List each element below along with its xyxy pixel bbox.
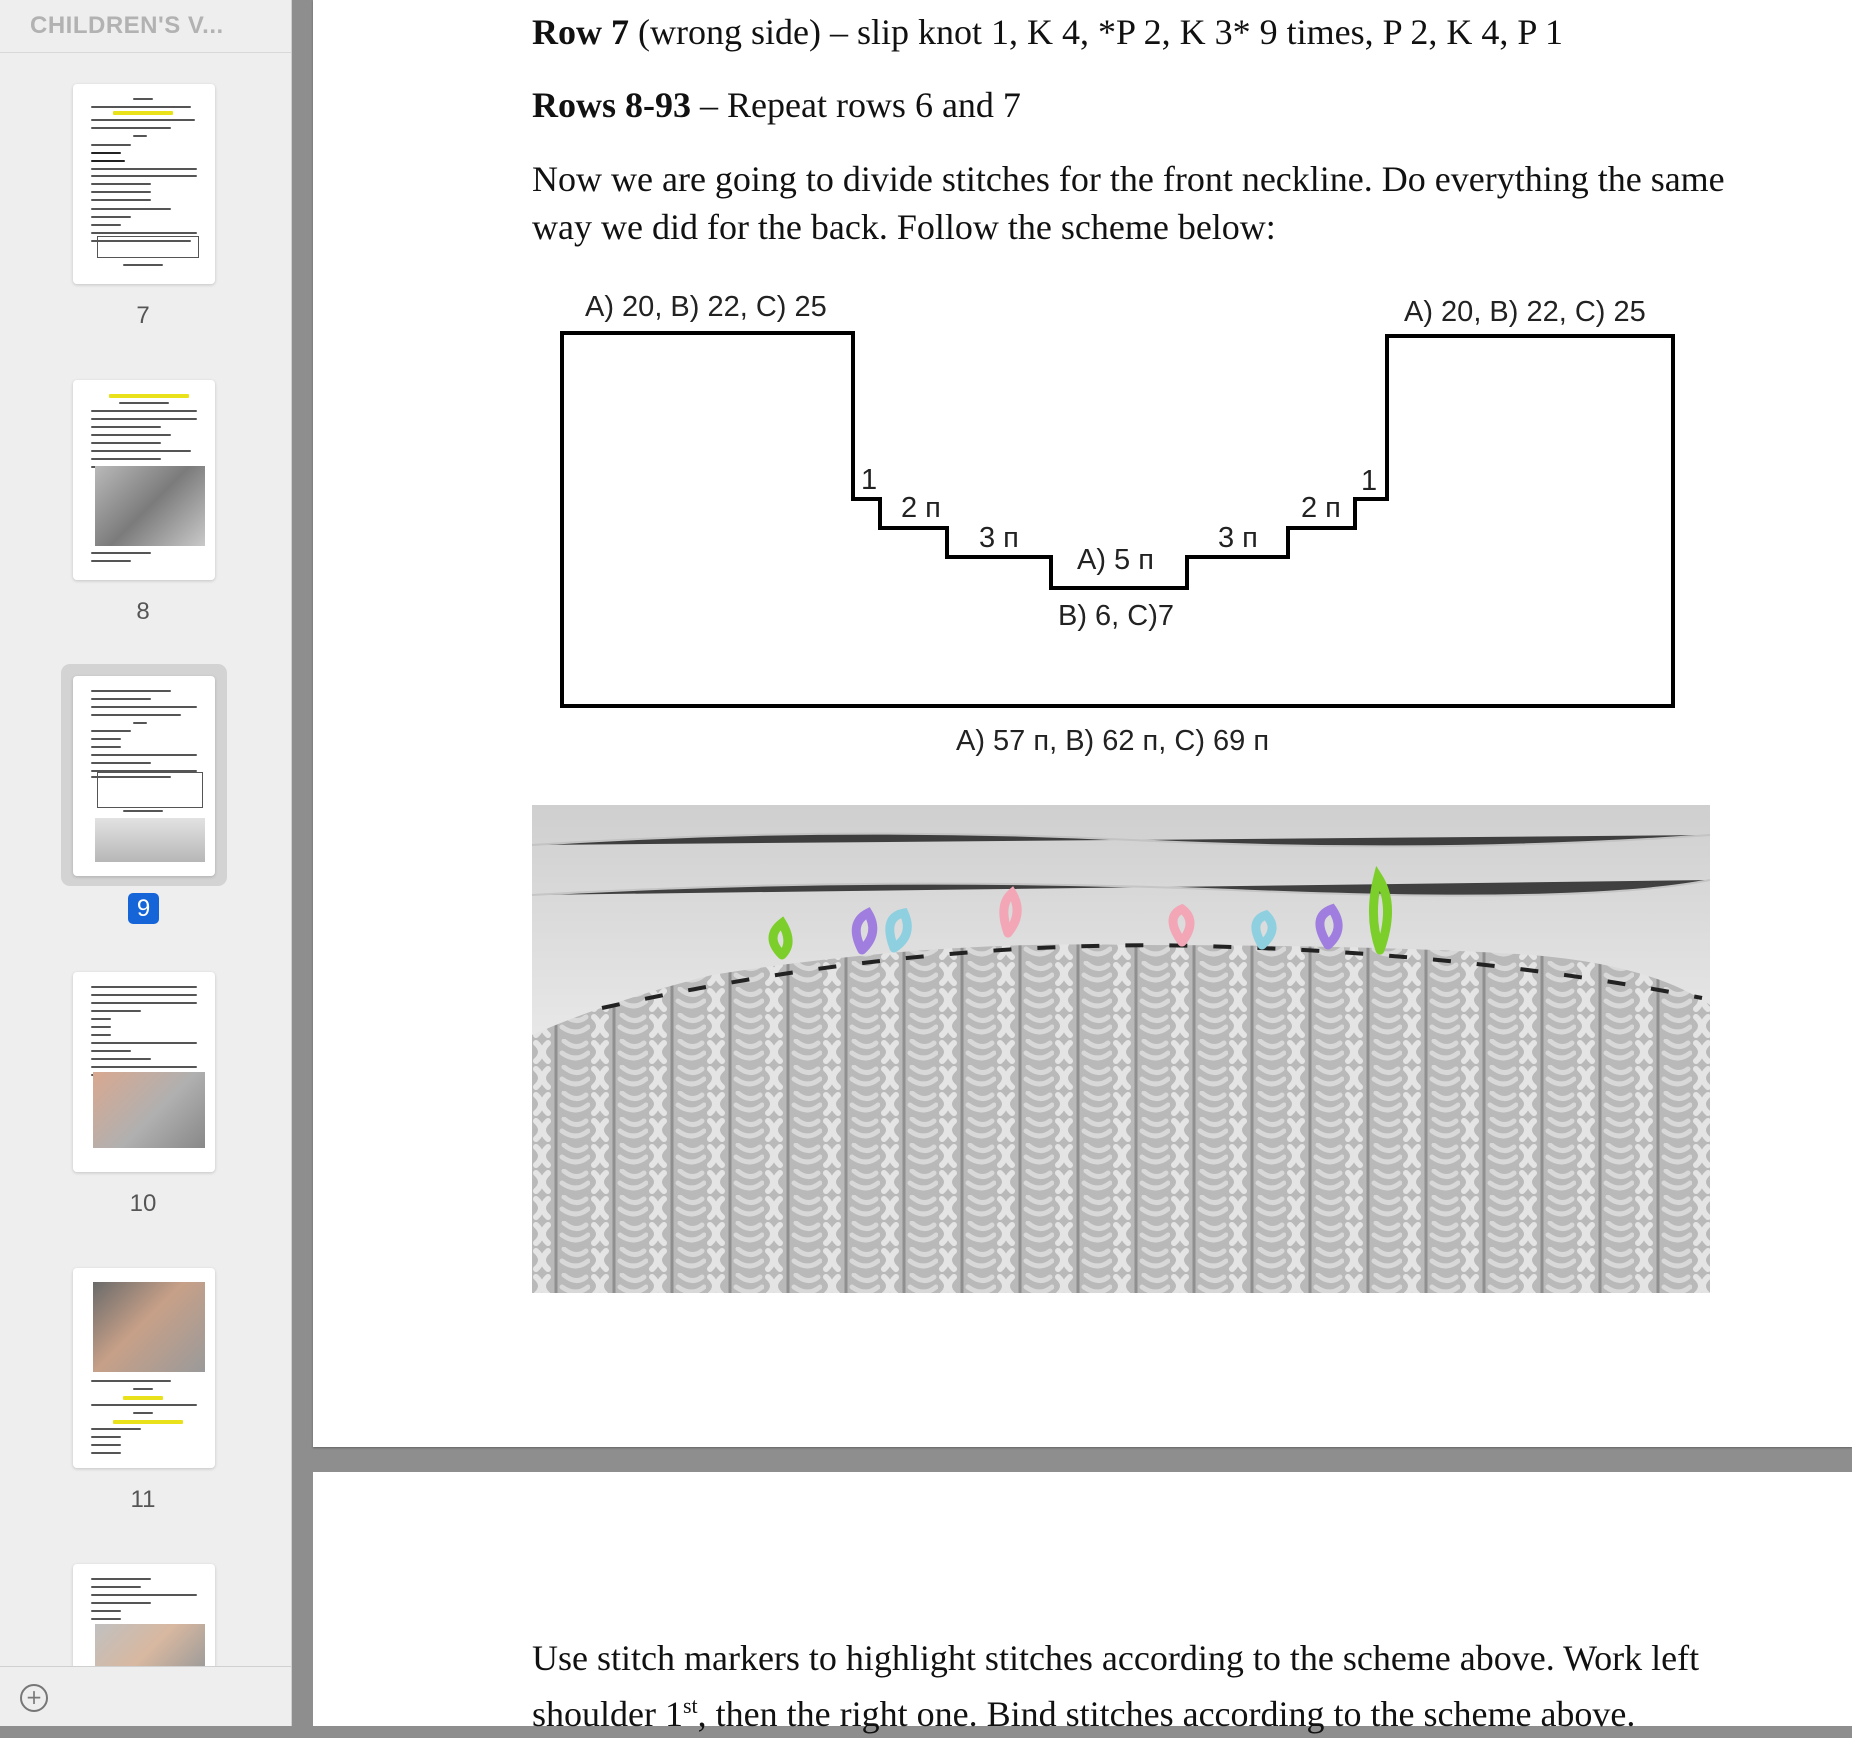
scheme-label-step3-right: 3 п <box>1218 522 1258 554</box>
document-title: CHILDREN'S V... <box>30 12 224 39</box>
page-thumbnail-12[interactable] <box>73 1564 215 1674</box>
rows8-93-label: Rows 8-93 <box>532 85 691 125</box>
page-number-7[interactable]: 7 <box>136 302 150 329</box>
row7-instruction <box>532 8 1563 56</box>
scheme-label-left-shoulder: A) 20, B) 22, C) 25 <box>585 291 827 323</box>
scheme-label-right-shoulder: A) 20, B) 22, C) 25 <box>1404 296 1646 328</box>
viewer-gutter <box>292 0 313 1726</box>
page-thumbnail-8[interactable] <box>73 380 215 580</box>
document-page-next <box>313 1472 1852 1734</box>
neckline-text-line1: Now we are going to divide stitches for the front neckline. Do everything the same <box>532 159 1725 199</box>
page-number-8[interactable]: 8 <box>136 598 150 625</box>
scheme-label-center-top: A) 5 п <box>1077 544 1154 576</box>
rows8-93-instruction <box>532 81 1021 129</box>
line2-superscript: st <box>682 1693 698 1718</box>
page-number-11[interactable]: 11 <box>130 1486 156 1513</box>
page-number-9[interactable]: 9 <box>128 893 159 924</box>
rows8-93-text: – Repeat rows 6 and 7 <box>691 85 1021 125</box>
scheme-label-step1-right: 1 <box>1361 465 1378 497</box>
page-thumbnail-10[interactable] <box>73 972 215 1172</box>
sidebar-footer <box>0 1666 291 1726</box>
row7-label: Row 7 <box>532 12 629 52</box>
document-page <box>313 0 1852 1447</box>
scheme-label-center-bottom: B) 6, C)7 <box>1058 600 1175 632</box>
stitch-markers-text-line2 <box>532 1682 1635 1738</box>
page-thumbnail-9[interactable] <box>73 676 215 876</box>
neckline-scheme-diagram <box>313 270 1852 770</box>
knitting-photo-illustration <box>532 805 1710 1293</box>
page-thumbnail-7[interactable] <box>73 84 215 284</box>
scheme-label-bottom: A) 57 п, B) 62 п, C) 69 п <box>956 725 1270 757</box>
row7-text: (wrong side) – slip knot 1, K 4, *P 2, K 3* 9 times, P 2, K 4, P 1 <box>629 12 1564 52</box>
add-page-icon[interactable]: + <box>20 1684 48 1712</box>
thumbnail-sidebar <box>0 0 292 1726</box>
sidebar-divider <box>0 52 291 53</box>
stitch-markers-text-line1: Use stitch markers to highlight stitches according to the scheme above. Work left <box>532 1638 1700 1678</box>
line2-part-a: shoulder 1 <box>532 1694 683 1734</box>
scheme-outline <box>562 333 1673 706</box>
scheme-label-step1-left: 1 <box>861 464 878 496</box>
knitting-photo <box>532 805 1710 1293</box>
page-thumbnail-11[interactable] <box>73 1268 215 1468</box>
scheme-label-step2-left: 2 п <box>901 492 941 524</box>
neckline-text-line2: way we did for the back. Follow the scheme below: <box>532 207 1276 247</box>
scheme-label-step3-left: 3 п <box>979 522 1019 554</box>
line2-part-b: , then the right one. Bind stitches according to the scheme above. <box>697 1694 1636 1734</box>
knitted-fabric <box>532 944 1710 1293</box>
scheme-label-step2-right: 2 п <box>1301 492 1341 524</box>
page-number-10[interactable]: 10 <box>129 1190 157 1217</box>
